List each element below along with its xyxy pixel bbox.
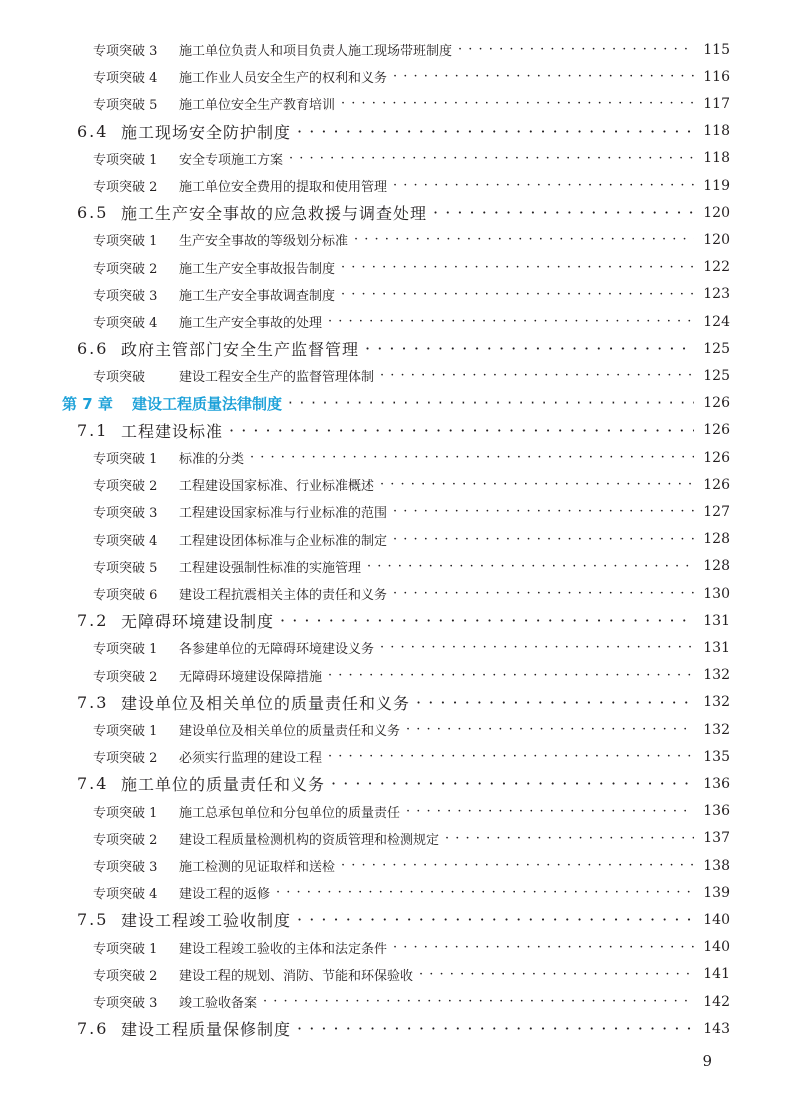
toc-entry-page: 126 <box>703 395 730 412</box>
toc-entry-title: 建设工程的规划、消防、节能和环保验收 <box>179 968 414 984</box>
toc-entry-title: 各参建单位的无障碍环境建设义务 <box>179 642 375 658</box>
toc-entry-page: 139 <box>703 884 730 901</box>
toc-entry-page: 143 <box>703 1020 730 1037</box>
toc-entry-page: 126 <box>703 422 730 439</box>
toc-entry-number: 专项突破 2 <box>93 261 158 277</box>
dot-leader <box>367 559 694 574</box>
toc-entry-title: 施工生产安全事故的应急救援与调查处理 <box>121 204 428 224</box>
toc-entry-title: 政府主管部门安全生产监督管理 <box>121 340 360 360</box>
dot-leader <box>393 504 694 519</box>
toc-entry-page: 137 <box>703 830 730 847</box>
toc-entry-number: 专项突破 3 <box>93 44 158 59</box>
toc-entry-title: 竣工验收备案 <box>179 996 258 1011</box>
toc-entry-page: 136 <box>703 775 730 792</box>
dot-leader <box>328 668 694 683</box>
dot-leader <box>380 640 694 655</box>
dot-leader <box>445 831 694 846</box>
dot-leader <box>288 394 694 412</box>
dot-leader <box>328 314 694 329</box>
toc-entry-page: 140 <box>703 911 730 928</box>
toc-entry-page: 131 <box>703 639 730 656</box>
toc-entry-title: 施工单位安全费用的提取和使用管理 <box>179 180 388 195</box>
toc-entry-number: 专项突破 2 <box>93 180 158 195</box>
page-number: 9 <box>702 1052 712 1070</box>
dot-leader <box>297 1019 694 1038</box>
toc-entry-title: 建设单位及相关单位的质量责任和义务 <box>121 693 411 713</box>
toc-entry-page: 142 <box>703 993 730 1010</box>
toc-entry-page: 138 <box>703 857 730 874</box>
toc-entry-number: 7.2 <box>77 611 109 631</box>
toc-chapter <box>0 390 790 417</box>
toc-item <box>0 90 790 117</box>
toc-entry-number: 专项突破 <box>93 370 146 386</box>
toc-item <box>0 526 790 553</box>
toc-item <box>0 662 790 689</box>
dot-leader <box>229 421 694 440</box>
toc-entry-title: 无障碍环境建设制度 <box>121 612 275 632</box>
toc-entry-number: 6.4 <box>77 121 109 141</box>
toc-item <box>0 498 790 525</box>
toc-entry-title: 建设工程竣工验收的主体和法定条件 <box>179 941 388 957</box>
toc-entry-number: 专项突破 2 <box>93 968 158 984</box>
toc-entry-number: 专项突破 2 <box>93 751 158 767</box>
toc-entry-title: 必须实行监理的建设工程 <box>179 751 323 767</box>
dot-leader <box>289 151 694 166</box>
toc-section <box>0 607 790 634</box>
dot-leader <box>328 749 694 764</box>
toc-entry-number: 6.6 <box>77 339 109 359</box>
toc-section <box>0 770 790 797</box>
toc-entry-title: 工程建设国家标准、行业标准概述 <box>179 479 375 495</box>
dot-leader <box>331 774 694 793</box>
toc-entry-title: 施工生产安全事故报告制度 <box>179 261 336 277</box>
toc-entry-page: 132 <box>703 694 730 711</box>
dot-leader <box>406 804 694 819</box>
toc-entry-number: 专项突破 1 <box>93 152 158 168</box>
toc-entry-number: 7.3 <box>77 692 109 712</box>
toc-entry-page: 118 <box>703 150 730 167</box>
toc-entry-number: 专项突破 4 <box>93 316 158 331</box>
toc-entry-number: 6.5 <box>77 203 109 223</box>
toc-entry-page: 122 <box>703 259 730 276</box>
toc-entry-title: 施工现场安全防护制度 <box>121 122 292 142</box>
toc-entry-page: 116 <box>703 68 730 85</box>
dot-leader <box>380 368 694 383</box>
toc-item <box>0 36 790 63</box>
toc-entry-title: 生产安全事故的等级划分标准 <box>179 234 349 250</box>
toc-item <box>0 934 790 961</box>
toc-item <box>0 281 790 308</box>
toc-entry-page: 125 <box>703 367 730 384</box>
toc-entry-title: 施工作业人员安全生产的权利和义务 <box>179 71 388 87</box>
dot-leader <box>416 693 694 712</box>
dot-leader <box>433 203 694 222</box>
dot-leader <box>419 967 694 982</box>
toc-entry-page: 132 <box>703 721 730 738</box>
toc-section <box>0 335 790 362</box>
toc-entry-page: 131 <box>703 612 730 629</box>
toc-entry-number: 专项突破 2 <box>93 669 158 685</box>
toc-item <box>0 988 790 1015</box>
toc-item <box>0 444 790 471</box>
toc-item <box>0 254 790 281</box>
toc-entry-number: 7.1 <box>77 420 109 440</box>
toc-entry-page: 117 <box>703 95 730 112</box>
toc-entry-number: 专项突破 1 <box>93 941 158 957</box>
toc-entry-number: 专项突破 1 <box>93 452 158 467</box>
toc-entry-number: 专项突破 3 <box>93 288 158 304</box>
toc-entry-title: 施工单位负责人和项目负责人施工现场带班制度 <box>179 44 453 59</box>
toc-item <box>0 961 790 988</box>
dot-leader <box>276 885 694 900</box>
toc-entry-page: 128 <box>703 531 730 548</box>
dot-leader <box>341 260 694 275</box>
toc-entry-title: 施工总承包单位和分包单位的质量责任 <box>179 805 401 821</box>
toc-entry-number: 专项突破 4 <box>93 71 158 87</box>
toc-entry-page: 119 <box>703 177 730 194</box>
toc-entry-page: 118 <box>703 123 730 140</box>
toc-section <box>0 689 790 716</box>
toc-entry-page: 136 <box>703 803 730 820</box>
toc-entry-page: 126 <box>703 476 730 493</box>
toc-entry-title: 建设工程质量保修制度 <box>121 1020 292 1040</box>
dot-leader <box>250 450 694 465</box>
toc-item <box>0 172 790 199</box>
toc-item <box>0 553 790 580</box>
toc-entry-page: 126 <box>703 449 730 466</box>
toc-item <box>0 879 790 906</box>
toc-entry-number: 专项突破 1 <box>93 234 158 250</box>
toc-entry-title: 建设工程竣工验收制度 <box>121 911 292 931</box>
toc-entry-title: 工程建设标准 <box>121 421 224 441</box>
toc-entry-title: 无障碍环境建设保障措施 <box>179 669 323 685</box>
toc-item <box>0 471 790 498</box>
toc-section <box>0 199 790 226</box>
toc-item <box>0 308 790 335</box>
toc-entry-page: 128 <box>703 558 730 575</box>
toc-entry-title: 施工单位安全生产教育培训 <box>179 98 336 114</box>
toc-entry-number: 专项突破 3 <box>93 506 158 522</box>
toc-entry-page: 135 <box>703 748 730 765</box>
toc-entry-page: 132 <box>703 667 730 684</box>
toc-entry-number: 专项突破 6 <box>93 588 158 603</box>
toc-entry-number: 专项突破 3 <box>93 996 158 1011</box>
toc-entry-page: 120 <box>703 204 730 221</box>
toc-entry-page: 115 <box>703 41 730 58</box>
toc-item <box>0 226 790 253</box>
toc-entry-number: 7.4 <box>77 774 109 794</box>
toc-item <box>0 852 790 879</box>
dot-leader <box>406 722 694 737</box>
toc-entry-title: 施工生产安全事故调查制度 <box>179 288 336 304</box>
toc-entry-title: 施工检测的见证取样和送检 <box>179 860 336 875</box>
toc-item <box>0 362 790 389</box>
toc-section <box>0 118 790 145</box>
toc-entry-number: 专项突破 1 <box>93 642 158 658</box>
toc-section <box>0 906 790 933</box>
toc-item <box>0 63 790 90</box>
dot-leader <box>393 69 694 84</box>
toc-entry-number: 专项突破 4 <box>93 533 158 549</box>
toc-entry-page: 120 <box>703 231 730 248</box>
toc-entry-title: 工程建设强制性标准的实施管理 <box>179 560 362 576</box>
dot-leader <box>341 287 694 302</box>
dot-leader <box>365 339 694 358</box>
toc-section <box>0 417 790 444</box>
toc-entry-title: 工程建设国家标准与行业标准的范围 <box>179 506 388 522</box>
toc-entry-number: 第 7 章 <box>62 394 113 413</box>
toc-entry-title: 施工单位的质量责任和义务 <box>121 775 326 795</box>
toc-entry-title: 建设工程抗震相关主体的责任和义务 <box>179 588 388 603</box>
toc-entry-title: 建设工程安全生产的监督管理体制 <box>179 370 375 386</box>
toc-entry-page: 141 <box>703 966 730 983</box>
toc-entry-number: 专项突破 2 <box>93 832 158 848</box>
dot-leader <box>280 611 694 630</box>
toc-entry-page: 123 <box>703 286 730 303</box>
dot-leader <box>263 994 694 1009</box>
toc-item <box>0 798 790 825</box>
dot-leader <box>341 96 694 111</box>
toc-entry-number: 专项突破 5 <box>93 560 158 576</box>
toc-entry-page: 125 <box>703 340 730 357</box>
toc-item <box>0 634 790 661</box>
dot-leader <box>393 586 694 601</box>
toc-entry-page: 130 <box>703 585 730 602</box>
toc-entry-title: 安全专项施工方案 <box>179 152 284 168</box>
toc-item <box>0 580 790 607</box>
toc-item <box>0 716 790 743</box>
dot-leader <box>393 940 694 955</box>
dot-leader <box>354 232 694 247</box>
dot-leader <box>458 42 694 57</box>
toc-entry-title: 标准的分类 <box>179 452 245 467</box>
toc-entry-title: 施工生产安全事故的处理 <box>179 316 323 331</box>
toc-item <box>0 743 790 770</box>
toc-entry-number: 7.6 <box>77 1019 109 1039</box>
dot-leader <box>393 532 694 547</box>
toc-entry-page: 124 <box>703 313 730 330</box>
toc-entry-number: 7.5 <box>77 910 109 930</box>
toc-entry-title: 建设单位及相关单位的质量责任和义务 <box>179 724 401 739</box>
toc-entry-number: 专项突破 5 <box>93 98 158 114</box>
toc-entry-title: 建设工程质量法律制度 <box>132 394 283 413</box>
toc-entry-page: 140 <box>703 939 730 956</box>
toc-entry-number: 专项突破 4 <box>93 887 158 903</box>
toc-entry-title: 建设工程质量检测机构的资质管理和检测规定 <box>179 832 440 848</box>
toc-entry-title: 建设工程的返修 <box>179 887 271 903</box>
toc-entry-number: 专项突破 1 <box>93 724 158 739</box>
toc-entry-title: 工程建设团体标准与企业标准的制定 <box>179 533 388 549</box>
toc-entry-number: 专项突破 1 <box>93 805 158 821</box>
dot-leader <box>393 178 694 193</box>
toc-section <box>0 1015 790 1042</box>
toc-item <box>0 145 790 172</box>
toc-entry-number: 专项突破 3 <box>93 860 158 875</box>
dot-leader <box>297 910 694 929</box>
toc-item <box>0 825 790 852</box>
dot-leader <box>380 477 694 492</box>
dot-leader <box>297 122 694 141</box>
dot-leader <box>341 858 694 873</box>
toc-entry-number: 专项突破 2 <box>93 479 158 495</box>
toc-entry-page: 127 <box>703 503 730 520</box>
